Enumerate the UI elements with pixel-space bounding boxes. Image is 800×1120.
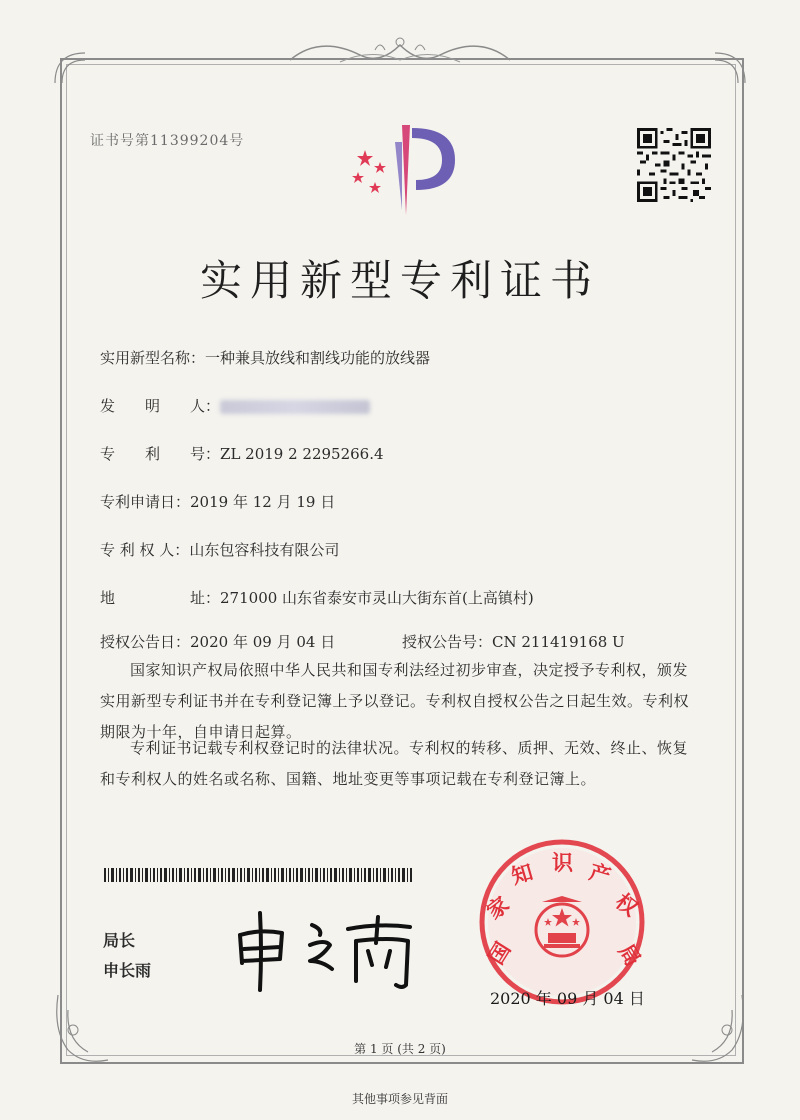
official-seal-icon — [478, 838, 646, 1006]
grant-number-value: CN 211419168 U — [492, 633, 625, 651]
inventor-row — [100, 395, 370, 416]
corner-ornament-bl — [48, 990, 118, 1070]
cnipa-logo-icon — [340, 120, 470, 215]
inventor-label: 发 明 人： — [100, 397, 221, 415]
seal-date: 2020 年 09 月 04 日 — [490, 989, 645, 1008]
patent-number-label: 专 利 号： — [100, 445, 221, 463]
inventor-value-redacted — [220, 400, 370, 414]
patentee-label: 专 利 权 人： — [100, 541, 190, 559]
barcode-icon — [104, 868, 414, 882]
utility-model-name-label: 实用新型名称： — [100, 349, 206, 367]
handwritten-signature — [230, 895, 430, 995]
svg-text:知: 知 — [508, 859, 536, 889]
corner-ornament-tr — [710, 48, 750, 88]
grant-date-label: 授权公告日： — [100, 633, 191, 651]
certificate-number: 证书号第11399204号 — [90, 133, 245, 149]
svg-text:识: 识 — [552, 851, 573, 875]
page-number: 第 1 页 (共 2 页) — [354, 1042, 446, 1056]
patent-number-row — [100, 443, 384, 464]
grant-date-row — [100, 631, 335, 652]
certificate-title: 实用新型专利证书 — [199, 256, 600, 305]
application-date-row — [100, 491, 335, 512]
svg-text:国: 国 — [483, 938, 516, 969]
signatory-title: 局长 — [103, 931, 136, 950]
svg-text:家: 家 — [482, 892, 514, 924]
utility-model-name-row — [100, 347, 430, 368]
svg-text:产: 产 — [586, 859, 614, 889]
qr-code-icon — [637, 128, 711, 202]
svg-text:局: 局 — [613, 939, 646, 971]
utility-model-name-value: 一种兼具放线和割线功能的放线器 — [205, 349, 431, 367]
legal-status-paragraph: 专利证书记载专利权登记时的法律状况。专利权的转移、质押、无效、终止、恢复和专利权人的姓名或名称、国籍、地址变更等事项记载在专利登记簿上。 — [100, 739, 689, 788]
top-ornament — [280, 30, 520, 70]
grant-date-value: 2020 年 09 月 04 日 — [190, 633, 336, 651]
patentee-row — [100, 539, 339, 560]
grant-number-row — [402, 631, 625, 652]
address-label: 地 址： — [100, 589, 221, 607]
svg-text:权: 权 — [610, 889, 643, 921]
patentee-value: 山东包容科技有限公司 — [189, 541, 340, 559]
application-date-value: 2019 年 12 月 19 日 — [190, 493, 336, 511]
application-date-label: 专利申请日： — [100, 493, 191, 511]
patent-number-value: ZL 2019 2 2295266.4 — [220, 445, 384, 463]
signatory-name: 申长雨 — [103, 961, 152, 980]
grant-statement-paragraph: 国家知识产权局依照中华人民共和国专利法经过初步审查，决定授予专利权，颁发实用新型专利证书并在专利登记簿上予以登记。专利权自授权公告之日起生效。专利权期限为十年，自申请日起算。 — [100, 661, 690, 741]
address-row — [100, 587, 534, 608]
corner-ornament-br — [682, 990, 752, 1070]
address-value: 271000 山东省泰安市灵山大街东首(上高镇村) — [220, 589, 534, 607]
footer-note: 其他事项参见背面 — [351, 1092, 448, 1106]
corner-ornament-tl — [50, 48, 90, 88]
grant-number-label: 授权公告号： — [402, 633, 493, 651]
